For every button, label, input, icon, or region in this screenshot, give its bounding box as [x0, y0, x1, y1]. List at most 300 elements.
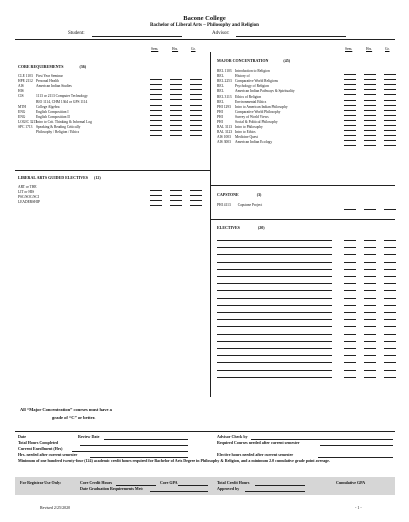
- gr-field[interactable]: [384, 135, 396, 136]
- elective-course-field[interactable]: [217, 254, 332, 255]
- gr-field[interactable]: [190, 84, 202, 85]
- current-enrollment-label: Current Enrollment (Hrs): [18, 446, 63, 451]
- hrs-field[interactable]: [364, 319, 376, 320]
- approved-by-label: Approved by: [217, 486, 240, 491]
- electives-title: ELECTIVES (20): [217, 225, 265, 230]
- sem-field[interactable]: [150, 130, 162, 131]
- hrs-field[interactable]: [364, 254, 376, 255]
- sem-field[interactable]: [344, 130, 356, 131]
- advisor-field[interactable]: [236, 36, 346, 37]
- sem-field[interactable]: [150, 135, 162, 136]
- gr-field[interactable]: [190, 205, 202, 206]
- gr-field[interactable]: [190, 135, 202, 136]
- sem-field[interactable]: [344, 89, 356, 90]
- course-name: Intro to Crit. Thinking & Informal Log: [36, 119, 92, 124]
- course-row: [217, 79, 278, 84]
- gr-field[interactable]: [384, 377, 396, 378]
- hrs-field[interactable]: [364, 377, 376, 378]
- sem-field[interactable]: [344, 334, 356, 335]
- electives-rule: [210, 219, 395, 220]
- approved-by-field[interactable]: [245, 491, 305, 492]
- hrs-field[interactable]: [364, 305, 376, 306]
- hrs-field[interactable]: [170, 84, 182, 85]
- sem-field[interactable]: [150, 200, 162, 201]
- course-row: [18, 94, 88, 99]
- course-code: PHI: [217, 114, 223, 119]
- total-hours-label: Total Hours Completed: [18, 440, 59, 445]
- gr-field[interactable]: [384, 283, 396, 284]
- note-line1: All “Major Concentration” courses must have a: [20, 407, 112, 412]
- course-code: AIS 1003: [217, 135, 231, 140]
- hrs-field[interactable]: [364, 348, 376, 349]
- sem-field[interactable]: [344, 100, 356, 101]
- gr-field[interactable]: [190, 130, 202, 131]
- course-row: [217, 115, 269, 120]
- hrs-field[interactable]: [364, 269, 376, 270]
- hrs-field[interactable]: [364, 370, 376, 371]
- course-name: Survey of World Views: [235, 114, 269, 119]
- capstone-sem[interactable]: [344, 209, 356, 210]
- elective-course-field[interactable]: [217, 240, 332, 241]
- sem-field[interactable]: [344, 262, 356, 263]
- current-enrollment-field[interactable]: [72, 451, 188, 452]
- hrs-field[interactable]: [364, 334, 376, 335]
- gr-field[interactable]: [190, 200, 202, 201]
- elective-hours-label: Elective hours needed after current semester: [217, 452, 294, 457]
- gr-field[interactable]: [190, 110, 202, 111]
- hrs-field[interactable]: [170, 115, 182, 116]
- elective-course-field[interactable]: [217, 377, 332, 378]
- elective-course-field[interactable]: [217, 262, 332, 263]
- course-code: REL: [217, 84, 224, 89]
- course-code: HPE 2112: [18, 79, 33, 84]
- sem-field[interactable]: [344, 115, 356, 116]
- course-name: Medicine Quest: [235, 135, 258, 140]
- course-code: SPC 1713: [18, 125, 33, 129]
- cumulative-gpa-label: Cumulative GPA: [336, 480, 366, 485]
- sem-field[interactable]: [150, 79, 162, 80]
- course-row: [217, 84, 269, 89]
- gr-field[interactable]: [384, 240, 396, 241]
- gr-field[interactable]: [384, 105, 396, 106]
- sem-field[interactable]: [344, 362, 356, 363]
- gr-field[interactable]: [384, 254, 396, 255]
- hrs-field[interactable]: [364, 362, 376, 363]
- hrs-field[interactable]: [170, 120, 182, 121]
- student-label: Student:: [68, 31, 85, 36]
- sem-field[interactable]: [344, 140, 356, 141]
- elective-course-field[interactable]: [217, 341, 332, 342]
- elective-course-field[interactable]: [217, 362, 332, 363]
- course-row: [217, 74, 250, 79]
- hrs-field[interactable]: [364, 100, 376, 101]
- hrs-field[interactable]: [170, 130, 182, 131]
- elective-course-field[interactable]: [217, 305, 332, 306]
- gr-field[interactable]: [384, 326, 396, 327]
- total-hours-field[interactable]: [80, 445, 188, 446]
- course-row: [18, 89, 36, 94]
- course-row: [217, 135, 258, 140]
- elective-course-field[interactable]: [217, 298, 332, 299]
- course-row: [18, 120, 92, 125]
- hrs-field[interactable]: [170, 135, 182, 136]
- hrs-field[interactable]: [364, 355, 376, 356]
- sem-field[interactable]: [150, 120, 162, 121]
- sem-field[interactable]: [344, 305, 356, 306]
- sem-field[interactable]: [344, 79, 356, 80]
- hrs-field[interactable]: [364, 110, 376, 111]
- elective-course-field[interactable]: [217, 334, 332, 335]
- hrs-field[interactable]: [364, 290, 376, 291]
- hrs-field[interactable]: [364, 262, 376, 263]
- gr-field[interactable]: [384, 140, 396, 141]
- elective-course-field[interactable]: [217, 326, 332, 327]
- hrs-field[interactable]: [364, 120, 376, 121]
- elective-course-field[interactable]: [217, 283, 332, 284]
- sem-field[interactable]: [344, 276, 356, 277]
- capstone-title: CAPSTONE (3): [217, 192, 262, 197]
- course-code: REL: [217, 74, 224, 79]
- course-code: PHI 1293: [217, 104, 231, 109]
- elective-course-field[interactable]: [217, 370, 332, 371]
- hrs-field[interactable]: [364, 240, 376, 241]
- review-date-field[interactable]: [104, 439, 188, 440]
- course-code: ENG: [18, 114, 26, 119]
- hrs-field[interactable]: [364, 84, 376, 85]
- course-name: Introduction to Religion: [235, 69, 270, 73]
- hrs-field[interactable]: [364, 105, 376, 106]
- gr-field[interactable]: [190, 94, 202, 95]
- course-row: [217, 120, 278, 125]
- date-label: Date: [18, 434, 26, 439]
- gr-field[interactable]: [384, 94, 396, 95]
- sem-field[interactable]: [344, 319, 356, 320]
- sem-field[interactable]: [150, 105, 162, 106]
- course-row: [18, 74, 63, 79]
- sem-field[interactable]: [150, 195, 162, 196]
- course-code: AIS 3003: [217, 140, 231, 145]
- hrs-field[interactable]: [364, 145, 376, 146]
- sem-field[interactable]: [344, 94, 356, 95]
- core-gpa-label: Core GPA: [160, 480, 178, 485]
- registrar-label: For Registrar Use Only:: [20, 480, 62, 485]
- gr-field[interactable]: [190, 115, 202, 116]
- sem-field[interactable]: [150, 205, 162, 206]
- required-courses-label: Required Courses needed after current semester: [217, 440, 300, 445]
- gr-field[interactable]: [384, 290, 396, 291]
- course-code: BAL 3123: [217, 130, 233, 135]
- course-row: [18, 130, 79, 135]
- course-name: Intro to American Indian Philosophy: [235, 104, 288, 109]
- required-courses-field[interactable]: [320, 445, 393, 446]
- course-row: [18, 84, 72, 89]
- sem-field[interactable]: [150, 84, 162, 85]
- hrs-field[interactable]: [364, 74, 376, 75]
- course-name: Speaking & Reading Critically: [36, 125, 81, 129]
- sem-field[interactable]: [344, 110, 356, 111]
- date-grad-field[interactable]: [150, 491, 208, 492]
- sem-field[interactable]: [150, 190, 162, 191]
- capstone-row: [217, 203, 262, 208]
- course-row: [217, 110, 280, 115]
- course-code: PHI: [217, 120, 223, 124]
- course-name: 1113 or 2113 Computer Technology: [36, 94, 88, 99]
- course-name: LEADERSHIP: [18, 200, 40, 205]
- hrs-field[interactable]: [364, 125, 376, 126]
- hrs-field[interactable]: [170, 94, 182, 95]
- gr-field[interactable]: [190, 105, 202, 106]
- elective-course-field[interactable]: [217, 348, 332, 349]
- hrs-field[interactable]: [170, 105, 182, 106]
- gr-field[interactable]: [384, 84, 396, 85]
- course-name: Social & Political Philosophy: [235, 120, 278, 124]
- gr-field[interactable]: [384, 89, 396, 90]
- course-code: PHI: [217, 109, 223, 114]
- hrs-needed-label: Hrs. needed after current semester: [18, 452, 78, 457]
- sem-field[interactable]: [150, 110, 162, 111]
- hrs-field[interactable]: [170, 200, 182, 201]
- col-sem-left: Sem.: [151, 47, 159, 51]
- gr-field[interactable]: [384, 100, 396, 101]
- sem-field[interactable]: [344, 84, 356, 85]
- course-row: [217, 69, 270, 74]
- total-credit-label: Total Credit Hours: [217, 480, 250, 485]
- course-name: Intro to Philosophy: [235, 125, 263, 130]
- hrs-field[interactable]: [364, 276, 376, 277]
- gr-field[interactable]: [384, 341, 396, 342]
- hrs-field[interactable]: [364, 130, 376, 131]
- hrs-field[interactable]: [170, 99, 182, 100]
- course-code: REL 1103: [217, 69, 232, 73]
- course-code: REL 3113: [217, 94, 232, 99]
- note-line2: grade of “C” or better.: [52, 415, 96, 420]
- hrs-field[interactable]: [170, 89, 182, 90]
- sem-field[interactable]: [344, 135, 356, 136]
- sem-field[interactable]: [344, 283, 356, 284]
- sem-field[interactable]: [344, 145, 356, 146]
- hrs-field[interactable]: [364, 326, 376, 327]
- minimum-statement: Minimum of one hundred twenty-four (124) academic credit hours required for Bachelor of Arts Degree in Philosophy & Religion, and a minimum 2.0 cumulative grade point average.: [18, 458, 330, 463]
- gr-field[interactable]: [190, 79, 202, 80]
- col-sem-right: Sem.: [345, 47, 353, 51]
- gr-field[interactable]: [384, 247, 396, 248]
- gr-field[interactable]: [384, 145, 396, 146]
- sem-field[interactable]: [344, 377, 356, 378]
- gr-field[interactable]: [190, 195, 202, 196]
- course-row: [18, 110, 69, 115]
- hrs-field[interactable]: [364, 312, 376, 313]
- gr-field[interactable]: [384, 276, 396, 277]
- gr-field[interactable]: [384, 262, 396, 263]
- course-code: CLE 1103: [18, 74, 33, 78]
- sem-field[interactable]: [344, 269, 356, 270]
- sem-field[interactable]: [344, 298, 356, 299]
- course-row: [217, 95, 261, 100]
- page-number: - 1 -: [355, 505, 362, 510]
- hrs-field[interactable]: [364, 283, 376, 284]
- hrs-field[interactable]: [364, 94, 376, 95]
- course-name: English Composition I: [36, 109, 69, 114]
- course-code: REL 2253: [217, 79, 232, 84]
- course-name: Comparative World Philosophy: [235, 109, 281, 114]
- course-row: [217, 125, 263, 130]
- sem-field[interactable]: [344, 370, 356, 371]
- sem-field[interactable]: [344, 326, 356, 327]
- sem-field[interactable]: [344, 247, 356, 248]
- sem-field[interactable]: [150, 94, 162, 95]
- gr-field[interactable]: [190, 99, 202, 100]
- guided-title: LIBERAL ARTS GUIDED ELECTIVES (12): [18, 175, 101, 180]
- course-code: HIS: [18, 89, 24, 94]
- gr-field[interactable]: [384, 79, 396, 80]
- capstone-gr[interactable]: [384, 209, 396, 210]
- gr-field[interactable]: [384, 110, 396, 111]
- major-title: MAJOR CONCENTRATION (45): [217, 58, 291, 63]
- course-row: [217, 130, 256, 135]
- hrs-field[interactable]: [170, 190, 182, 191]
- guided-rule: [15, 170, 210, 171]
- gr-field[interactable]: [384, 120, 396, 121]
- course-row: [217, 89, 295, 94]
- gr-field[interactable]: [384, 269, 396, 270]
- sem-field[interactable]: [344, 120, 356, 121]
- sem-field[interactable]: [344, 254, 356, 255]
- hrs-field[interactable]: [364, 341, 376, 342]
- hrs-field[interactable]: [170, 110, 182, 111]
- sem-field[interactable]: [150, 89, 162, 90]
- gr-field[interactable]: [384, 115, 396, 116]
- footer-rule: [15, 431, 395, 432]
- course-name: BIO 1114, CHM 1364 or GPS 1114: [36, 99, 88, 104]
- course-name: Philosophy / Religion / Ethics: [36, 130, 80, 135]
- sem-field[interactable]: [344, 341, 356, 342]
- course-code: REL: [217, 89, 224, 94]
- course-name: Environmental Ethics: [235, 99, 267, 104]
- sem-field[interactable]: [150, 115, 162, 116]
- elective-course-field[interactable]: [217, 355, 332, 356]
- capstone-name: Capstone Project: [237, 203, 263, 207]
- elective-course-field[interactable]: [217, 247, 332, 248]
- hrs-field[interactable]: [170, 125, 182, 126]
- capstone-hrs[interactable]: [364, 209, 376, 210]
- sem-field[interactable]: [344, 355, 356, 356]
- sem-field[interactable]: [150, 125, 162, 126]
- elective-course-field[interactable]: [217, 290, 332, 291]
- course-name: Intro to Ethics: [235, 130, 256, 135]
- course-name: American Indian Ecology: [235, 140, 273, 145]
- course-row: [217, 105, 288, 110]
- course-row: [18, 195, 39, 200]
- course-row: [217, 140, 272, 145]
- sem-field[interactable]: [344, 125, 356, 126]
- advisor-check-label: Advisor Check by: [217, 434, 248, 439]
- course-name: Ethics of Religion: [235, 94, 262, 99]
- capstone-code: PHI 4113: [217, 203, 231, 207]
- header-rule: [15, 39, 395, 40]
- hrs-field[interactable]: [364, 89, 376, 90]
- sem-field[interactable]: [344, 290, 356, 291]
- student-field[interactable]: [92, 36, 182, 37]
- hrs-field[interactable]: [364, 135, 376, 136]
- gr-field[interactable]: [384, 362, 396, 363]
- course-name: Psychology of Religion: [235, 84, 269, 89]
- course-name: American Indian Pathways & Spirituality: [235, 89, 295, 94]
- course-code: AIS: [18, 84, 24, 89]
- course-name: LIT or HIS: [18, 190, 35, 195]
- sem-field[interactable]: [344, 348, 356, 349]
- course-code: REL: [217, 99, 224, 104]
- gr-field[interactable]: [190, 190, 202, 191]
- core-title: CORE REQUIREMENTS (36): [18, 64, 87, 69]
- course-row: [217, 100, 266, 105]
- course-code: LOGIC 3213: [18, 119, 38, 124]
- program-title: Bachelor of Liberal Arts – Philosophy and Religion: [150, 23, 259, 28]
- gr-field[interactable]: [384, 130, 396, 131]
- elective-course-field[interactable]: [217, 312, 332, 313]
- gr-field[interactable]: [384, 319, 396, 320]
- elective-course-field[interactable]: [217, 276, 332, 277]
- gr-field[interactable]: [190, 125, 202, 126]
- hrs-field[interactable]: [364, 140, 376, 141]
- course-name: Comparative World Religions: [235, 79, 278, 84]
- course-code: ENG: [18, 109, 26, 114]
- gr-field[interactable]: [384, 348, 396, 349]
- course-row: [18, 100, 87, 105]
- course-row: [18, 190, 34, 195]
- col-hrs-right: Hrs.: [366, 47, 373, 51]
- gr-field[interactable]: [384, 334, 396, 335]
- course-row: [18, 125, 80, 130]
- gr-field[interactable]: [384, 74, 396, 75]
- gr-field[interactable]: [384, 312, 396, 313]
- course-row: [18, 185, 37, 190]
- sem-field[interactable]: [344, 312, 356, 313]
- core-gpa-field[interactable]: [178, 485, 208, 486]
- date-grad-label: Date Graduation Requirements Met:: [80, 486, 144, 491]
- gr-field[interactable]: [384, 355, 396, 356]
- course-code: BAL 3113: [217, 125, 233, 130]
- course-name: American Indian Studies: [36, 84, 72, 89]
- gr-field[interactable]: [190, 89, 202, 90]
- sem-field[interactable]: [344, 74, 356, 75]
- gr-field[interactable]: [190, 120, 202, 121]
- gr-field[interactable]: [384, 370, 396, 371]
- gr-field[interactable]: [384, 125, 396, 126]
- col-gr-left: Gr.: [191, 47, 196, 51]
- gr-field[interactable]: [384, 298, 396, 299]
- hrs-field[interactable]: [364, 79, 376, 80]
- course-code: MTH: [18, 104, 26, 109]
- col-hrs-left: Hrs.: [172, 47, 179, 51]
- course-row: [18, 115, 70, 120]
- hrs-field[interactable]: [170, 205, 182, 206]
- hrs-field[interactable]: [170, 79, 182, 80]
- elective-course-field[interactable]: [217, 319, 332, 320]
- hrs-field[interactable]: [364, 298, 376, 299]
- elective-course-field[interactable]: [217, 269, 332, 270]
- sem-field[interactable]: [344, 105, 356, 106]
- sem-field[interactable]: [150, 99, 162, 100]
- gr-field[interactable]: [384, 305, 396, 306]
- hrs-field[interactable]: [364, 247, 376, 248]
- col-gr-right: Gr.: [385, 47, 390, 51]
- review-date-label: Review Date: [78, 434, 100, 439]
- hrs-field[interactable]: [170, 195, 182, 196]
- hrs-field[interactable]: [364, 115, 376, 116]
- sem-field[interactable]: [344, 240, 356, 241]
- total-credit-field[interactable]: [255, 485, 305, 486]
- course-name: English Composition II: [36, 114, 70, 119]
